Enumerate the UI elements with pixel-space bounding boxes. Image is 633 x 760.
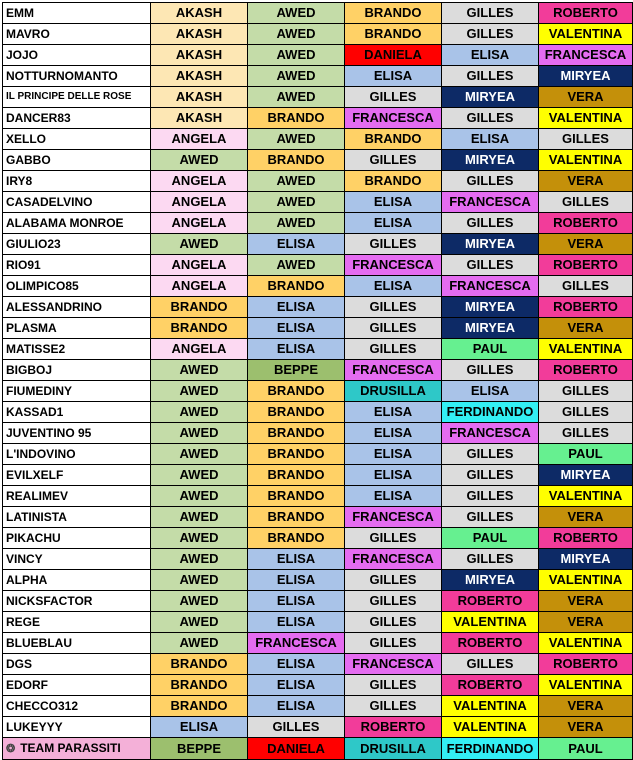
player-row — [3, 318, 633, 339]
player-row — [3, 360, 633, 381]
pick-cell[interactable]: ANGELA — [151, 213, 248, 234]
pick-cell[interactable]: ELISA — [248, 675, 345, 696]
player-name-cell[interactable]: PIKACHU — [3, 528, 151, 549]
player-name-cell[interactable]: GABBO — [3, 150, 151, 171]
player-row — [3, 717, 633, 738]
pick-cell[interactable]: GILLES — [345, 150, 442, 171]
pick-cell[interactable]: BRANDO — [345, 171, 442, 192]
pick-cell[interactable]: GILLES — [442, 108, 539, 129]
pick-cell[interactable]: MIRYEA — [442, 150, 539, 171]
player-name-cell[interactable]: EMM — [3, 3, 151, 24]
pick-cell[interactable]: BRANDO — [248, 402, 345, 423]
team-name-label: TEAM PARASSITI — [20, 741, 121, 755]
pick-cell[interactable]: GILLES — [442, 486, 539, 507]
player-row — [3, 276, 633, 297]
pick-cell[interactable]: VERA — [539, 171, 633, 192]
pick-cell[interactable]: GILLES — [539, 381, 633, 402]
pick-cell[interactable]: AWED — [248, 192, 345, 213]
player-name-cell[interactable]: OLIMPICO85 — [3, 276, 151, 297]
pick-cell[interactable]: ANGELA — [151, 339, 248, 360]
pick-cell[interactable]: ELISA — [442, 381, 539, 402]
pick-cell[interactable]: BRANDO — [345, 24, 442, 45]
player-row — [3, 66, 633, 87]
pick-cell[interactable]: BRANDO — [248, 507, 345, 528]
pick-cell[interactable]: FERDINANDO — [442, 402, 539, 423]
player-row — [3, 654, 633, 675]
pick-cell[interactable]: GILLES — [442, 213, 539, 234]
player-name-cell[interactable]: NICKSFACTOR — [3, 591, 151, 612]
player-name-cell[interactable]: EDORF — [3, 675, 151, 696]
pick-cell[interactable]: GILLES — [345, 633, 442, 654]
player-name-cell[interactable]: BLUEBLAU — [3, 633, 151, 654]
player-name-cell[interactable]: EVILXELF — [3, 465, 151, 486]
pick-cell[interactable]: AWED — [151, 570, 248, 591]
pick-cell[interactable]: GILLES — [345, 591, 442, 612]
pick-cell[interactable]: AWED — [151, 591, 248, 612]
pick-cell[interactable]: AKASH — [151, 66, 248, 87]
pick-cell[interactable]: AWED — [151, 444, 248, 465]
pick-cell[interactable]: BRANDO — [151, 675, 248, 696]
pick-cell[interactable]: GILLES — [345, 696, 442, 717]
pick-cell[interactable]: PAUL — [442, 339, 539, 360]
pick-cell[interactable]: DANIELA — [345, 45, 442, 66]
pick-cell[interactable]: GILLES — [345, 234, 442, 255]
pick-cell[interactable]: AWED — [248, 129, 345, 150]
pick-cell[interactable]: ROBERTO — [539, 213, 633, 234]
player-row — [3, 255, 633, 276]
pick-cell[interactable]: ELISA — [248, 654, 345, 675]
pick-cell[interactable]: GILLES — [442, 444, 539, 465]
pick-cell[interactable]: MIRYEA — [442, 297, 539, 318]
pick-cell[interactable]: VALENTINA — [539, 570, 633, 591]
pick-cell[interactable]: ELISA — [442, 129, 539, 150]
player-name-cell[interactable]: DGS — [3, 654, 151, 675]
pick-cell[interactable]: VERA — [539, 696, 633, 717]
pick-cell[interactable]: AWED — [151, 360, 248, 381]
pick-cell[interactable]: GILLES — [345, 612, 442, 633]
player-row — [3, 675, 633, 696]
pick-cell[interactable]: FRANCESCA — [442, 276, 539, 297]
pick-cell[interactable]: BRANDO — [248, 381, 345, 402]
pick-cell[interactable]: AKASH — [151, 87, 248, 108]
pick-cell[interactable]: ELISA — [248, 612, 345, 633]
pick-cell[interactable]: ANGELA — [151, 192, 248, 213]
pick-cell[interactable]: ANGELA — [151, 276, 248, 297]
player-name-cell[interactable]: ALABAMA MONROE — [3, 213, 151, 234]
player-name-cell[interactable]: ALPHA — [3, 570, 151, 591]
player-row — [3, 297, 633, 318]
player-row — [3, 696, 633, 717]
pick-cell[interactable]: AKASH — [151, 45, 248, 66]
team-name-cell[interactable] — [3, 738, 151, 760]
pick-cell[interactable]: VALENTINA — [539, 486, 633, 507]
player-row — [3, 213, 633, 234]
pick-cell[interactable]: VERA — [539, 87, 633, 108]
pick-cell[interactable]: GILLES — [345, 318, 442, 339]
pick-cell[interactable]: ELISA — [442, 45, 539, 66]
pick-cell[interactable]: FRANCESCA — [442, 192, 539, 213]
player-row — [3, 24, 633, 45]
pick-cell[interactable]: GILLES — [442, 507, 539, 528]
player-name-cell[interactable]: CHECCO312 — [3, 696, 151, 717]
player-name-cell[interactable]: GIULIO23 — [3, 234, 151, 255]
pick-cell[interactable]: ANGELA — [151, 171, 248, 192]
pick-cell[interactable]: GILLES — [345, 675, 442, 696]
player-row — [3, 171, 633, 192]
player-name-cell[interactable]: L'INDOVINO — [3, 444, 151, 465]
pick-cell[interactable]: AWED — [248, 87, 345, 108]
pick-cell[interactable]: VALENTINA — [539, 108, 633, 129]
picks-table — [2, 2, 633, 760]
pick-cell[interactable]: GILLES — [442, 66, 539, 87]
player-row — [3, 528, 633, 549]
player-row — [3, 3, 633, 24]
pick-cell[interactable]: PAUL — [442, 528, 539, 549]
pick-cell[interactable]: FERDINANDO — [442, 738, 539, 760]
pick-cell[interactable]: ROBERTO — [539, 255, 633, 276]
player-name-cell[interactable]: JOJO — [3, 45, 151, 66]
pick-cell[interactable]: VERA — [539, 318, 633, 339]
pick-cell[interactable]: BRANDO — [151, 297, 248, 318]
pick-cell[interactable]: GILLES — [442, 654, 539, 675]
pick-cell[interactable]: ELISA — [345, 213, 442, 234]
player-name-cell[interactable]: REALIMEV — [3, 486, 151, 507]
pick-cell[interactable]: ELISA — [248, 339, 345, 360]
pick-cell[interactable]: VALENTINA — [539, 150, 633, 171]
player-name-cell[interactable]: LATINISTA — [3, 507, 151, 528]
player-name-cell[interactable]: LUKEYYY — [3, 717, 151, 738]
pick-cell[interactable]: BRANDO — [248, 444, 345, 465]
player-row — [3, 423, 633, 444]
player-name-cell[interactable]: MATISSE2 — [3, 339, 151, 360]
player-row — [3, 87, 633, 108]
bug-icon: ❂ — [6, 743, 16, 755]
pick-cell[interactable]: AWED — [151, 402, 248, 423]
pick-cell[interactable]: FRANCESCA — [345, 549, 442, 570]
pick-cell[interactable]: ROBERTO — [442, 633, 539, 654]
pick-cell[interactable]: AWED — [151, 549, 248, 570]
pick-cell[interactable]: ROBERTO — [539, 297, 633, 318]
pick-cell[interactable]: ELISA — [345, 66, 442, 87]
pick-cell[interactable]: PAUL — [539, 444, 633, 465]
pick-cell[interactable]: ELISA — [248, 318, 345, 339]
pick-cell[interactable]: GILLES — [442, 24, 539, 45]
pick-cell[interactable]: MIRYEA — [539, 549, 633, 570]
pick-cell[interactable]: FRANCESCA — [442, 423, 539, 444]
pick-cell[interactable]: GILLES — [345, 297, 442, 318]
pick-cell[interactable]: VALENTINA — [442, 696, 539, 717]
pick-cell[interactable]: BRANDO — [248, 528, 345, 549]
pick-cell[interactable]: VERA — [539, 507, 633, 528]
pick-cell[interactable]: AWED — [248, 66, 345, 87]
pick-cell[interactable]: FRANCESCA — [248, 633, 345, 654]
player-name-cell[interactable]: IRY8 — [3, 171, 151, 192]
pick-cell[interactable]: AWED — [151, 612, 248, 633]
player-name-cell[interactable]: XELLO — [3, 129, 151, 150]
pick-cell[interactable]: AWED — [151, 423, 248, 444]
pick-cell[interactable]: GILLES — [539, 129, 633, 150]
pick-cell[interactable]: BEPPE — [151, 738, 248, 760]
pick-cell[interactable]: VALENTINA — [539, 633, 633, 654]
player-row — [3, 339, 633, 360]
pick-cell[interactable]: BEPPE — [248, 360, 345, 381]
pick-cell[interactable]: MIRYEA — [539, 66, 633, 87]
pick-cell[interactable]: MIRYEA — [539, 465, 633, 486]
pick-cell[interactable]: AWED — [151, 633, 248, 654]
pick-cell[interactable]: VERA — [539, 717, 633, 738]
player-name-cell[interactable]: NOTTURNOMANTO — [3, 66, 151, 87]
pick-cell[interactable]: ELISA — [248, 234, 345, 255]
pick-cell[interactable]: VERA — [539, 612, 633, 633]
player-row — [3, 129, 633, 150]
player-name-cell[interactable]: JUVENTINO 95 — [3, 423, 151, 444]
pick-cell[interactable]: MIRYEA — [442, 318, 539, 339]
player-row — [3, 381, 633, 402]
pick-cell[interactable]: DRUSILLA — [345, 381, 442, 402]
pick-cell[interactable]: VALENTINA — [442, 612, 539, 633]
player-row — [3, 465, 633, 486]
player-name-cell[interactable]: MAVRO — [3, 24, 151, 45]
pick-cell[interactable]: ELISA — [345, 276, 442, 297]
player-name-cell[interactable]: ALESSANDRINO — [3, 297, 151, 318]
pick-cell[interactable]: ANGELA — [151, 129, 248, 150]
pick-cell[interactable]: FRANCESCA — [345, 360, 442, 381]
player-name-cell[interactable]: KASSAD1 — [3, 402, 151, 423]
pick-cell[interactable]: ELISA — [248, 696, 345, 717]
pick-cell[interactable]: GILLES — [442, 360, 539, 381]
pick-cell[interactable]: BRANDO — [151, 654, 248, 675]
pick-cell[interactable]: GILLES — [442, 465, 539, 486]
player-row — [3, 150, 633, 171]
pick-cell[interactable]: GILLES — [442, 171, 539, 192]
player-name-cell[interactable]: IL PRINCIPE DELLE ROSE — [3, 87, 151, 108]
player-row — [3, 402, 633, 423]
player-row — [3, 612, 633, 633]
pick-cell[interactable]: ROBERTO — [539, 528, 633, 549]
pick-cell[interactable]: AWED — [151, 486, 248, 507]
pick-cell[interactable]: FRANCESCA — [345, 255, 442, 276]
player-row — [3, 108, 633, 129]
player-row — [3, 45, 633, 66]
player-name-cell[interactable]: CASADELVINO — [3, 192, 151, 213]
pick-cell[interactable]: ELISA — [345, 423, 442, 444]
pick-cell[interactable]: ELISA — [248, 297, 345, 318]
player-name-cell[interactable]: BIGBOJ — [3, 360, 151, 381]
pick-cell[interactable]: AWED — [248, 45, 345, 66]
pick-cell[interactable]: ROBERTO — [442, 675, 539, 696]
pick-cell[interactable]: ANGELA — [151, 255, 248, 276]
pick-cell[interactable]: VALENTINA — [539, 339, 633, 360]
pick-cell[interactable]: GILLES — [442, 549, 539, 570]
player-name-cell[interactable]: REGE — [3, 612, 151, 633]
pick-cell[interactable]: ELISA — [345, 486, 442, 507]
pick-cell[interactable]: AWED — [151, 234, 248, 255]
pick-cell[interactable]: ELISA — [248, 549, 345, 570]
picks-table-body — [3, 3, 633, 760]
pick-cell[interactable]: BRANDO — [248, 465, 345, 486]
player-name-cell[interactable]: FIUMEDINY — [3, 381, 151, 402]
pick-cell[interactable]: ELISA — [248, 570, 345, 591]
pick-cell[interactable]: AWED — [151, 528, 248, 549]
pick-cell[interactable]: AWED — [151, 465, 248, 486]
pick-cell[interactable]: AWED — [248, 213, 345, 234]
pick-cell[interactable]: VERA — [539, 234, 633, 255]
pick-cell[interactable]: VALENTINA — [442, 717, 539, 738]
pick-cell[interactable]: ELISA — [345, 444, 442, 465]
pick-cell[interactable]: AWED — [248, 24, 345, 45]
player-row — [3, 486, 633, 507]
player-name-cell[interactable]: DANCER83 — [3, 108, 151, 129]
pick-cell[interactable]: AWED — [151, 507, 248, 528]
pick-cell[interactable]: GILLES — [539, 276, 633, 297]
player-name-cell[interactable]: PLASMA — [3, 318, 151, 339]
pick-cell[interactable]: ROBERTO — [539, 654, 633, 675]
pick-cell[interactable]: MIRYEA — [442, 570, 539, 591]
pick-cell[interactable]: AKASH — [151, 24, 248, 45]
pick-cell[interactable]: GILLES — [442, 255, 539, 276]
pick-cell[interactable]: FRANCESCA — [539, 45, 633, 66]
pick-cell[interactable]: BRANDO — [345, 129, 442, 150]
pick-cell[interactable]: FRANCESCA — [345, 108, 442, 129]
pick-cell[interactable]: ELISA — [345, 192, 442, 213]
pick-cell[interactable]: GILLES — [345, 339, 442, 360]
player-row — [3, 549, 633, 570]
pick-cell[interactable]: AWED — [151, 150, 248, 171]
pick-cell[interactable]: AKASH — [151, 108, 248, 129]
pick-cell[interactable]: BRANDO — [151, 318, 248, 339]
pick-cell[interactable]: VALENTINA — [539, 24, 633, 45]
pick-cell[interactable]: FRANCESCA — [345, 507, 442, 528]
pick-cell[interactable]: MIRYEA — [442, 87, 539, 108]
pick-cell[interactable]: ROBERTO — [442, 591, 539, 612]
pick-cell[interactable]: GILLES — [539, 423, 633, 444]
pick-cell[interactable]: BRANDO — [345, 3, 442, 24]
pick-cell[interactable]: AKASH — [151, 3, 248, 24]
pick-cell[interactable]: DANIELA — [248, 738, 345, 760]
pick-cell[interactable]: ELISA — [151, 717, 248, 738]
pick-cell[interactable]: GILLES — [345, 87, 442, 108]
player-row — [3, 591, 633, 612]
player-row — [3, 570, 633, 591]
player-row — [3, 444, 633, 465]
player-name-cell[interactable]: VINCY — [3, 549, 151, 570]
player-row — [3, 507, 633, 528]
pick-cell[interactable]: GILLES — [345, 570, 442, 591]
pick-cell[interactable]: ELISA — [345, 465, 442, 486]
pick-cell[interactable]: PAUL — [539, 738, 633, 760]
pick-cell[interactable]: ELISA — [345, 402, 442, 423]
pick-cell[interactable]: MIRYEA — [442, 234, 539, 255]
pick-cell[interactable]: BRANDO — [248, 150, 345, 171]
pick-cell[interactable]: AWED — [248, 3, 345, 24]
pick-cell[interactable]: BRANDO — [248, 276, 345, 297]
player-name-cell[interactable]: RIO91 — [3, 255, 151, 276]
team-row — [3, 738, 633, 760]
pick-cell[interactable]: GILLES — [539, 402, 633, 423]
pick-cell[interactable]: VALENTINA — [539, 675, 633, 696]
pick-cell[interactable]: BRANDO — [248, 486, 345, 507]
pick-cell[interactable]: GILLES — [345, 528, 442, 549]
player-row — [3, 633, 633, 654]
pick-cell[interactable]: AWED — [248, 255, 345, 276]
pick-cell[interactable]: FRANCESCA — [345, 654, 442, 675]
pick-cell[interactable]: BRANDO — [151, 696, 248, 717]
pick-cell[interactable]: VERA — [539, 591, 633, 612]
pick-cell[interactable]: DRUSILLA — [345, 738, 442, 760]
pick-cell[interactable]: AWED — [248, 171, 345, 192]
pick-cell[interactable]: BRANDO — [248, 423, 345, 444]
pick-cell[interactable]: GILLES — [442, 3, 539, 24]
player-row — [3, 192, 633, 213]
pick-cell[interactable]: ROBERTO — [345, 717, 442, 738]
pick-cell[interactable]: ELISA — [248, 591, 345, 612]
player-row — [3, 234, 633, 255]
pick-cell[interactable]: ROBERTO — [539, 3, 633, 24]
pick-cell[interactable]: BRANDO — [248, 108, 345, 129]
pick-cell[interactable]: AWED — [151, 381, 248, 402]
pick-cell[interactable]: GILLES — [539, 192, 633, 213]
pick-cell[interactable]: ROBERTO — [539, 360, 633, 381]
pick-cell[interactable]: GILLES — [248, 717, 345, 738]
